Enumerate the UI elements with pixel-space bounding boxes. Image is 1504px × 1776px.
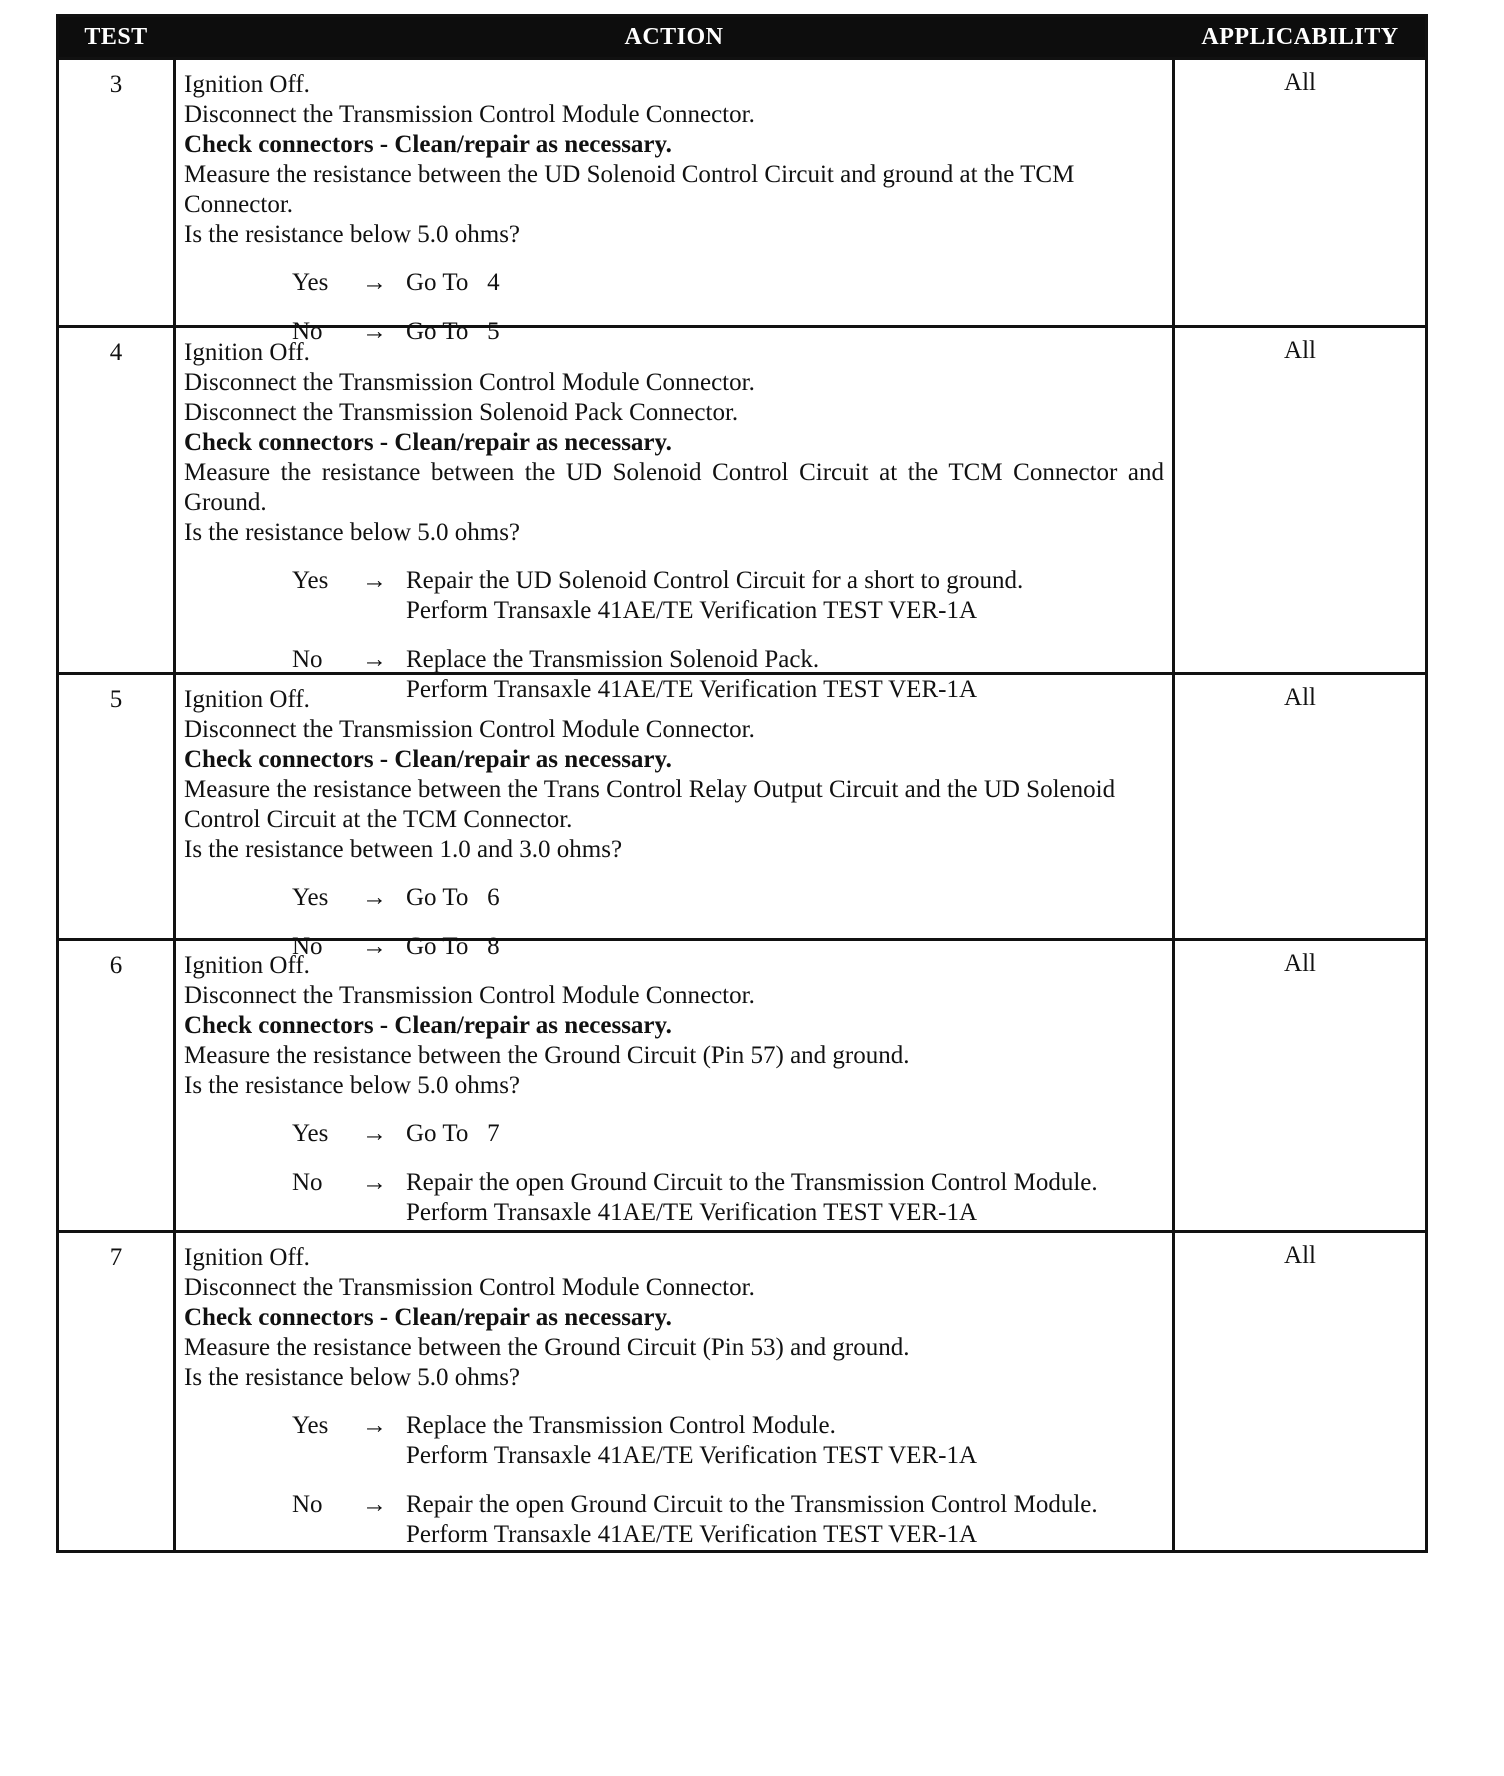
arrow-right-icon: →: [362, 646, 387, 673]
action-step: Ignition Off.: [184, 71, 310, 98]
header-action: ACTION: [624, 23, 724, 50]
arrow-right-icon: →: [362, 1169, 387, 1196]
result-line: Go To 7: [406, 1120, 500, 1147]
action-step: Disconnect the Transmission Solenoid Pack Connector.: [184, 399, 739, 426]
action-step: Measure the resistance between the Ground Circuit (Pin 57) and ground.: [184, 1042, 910, 1069]
arrow-right-icon: →: [362, 1412, 387, 1439]
answer-yes-result: [406, 1119, 1164, 1149]
table-row: [59, 672, 1425, 960]
action-step: Is the resistance below 5.0 ohms?: [184, 1072, 521, 1099]
action-cell: [173, 941, 1175, 1230]
applicability-value: All: [1284, 950, 1316, 977]
action-step: Measure the resistance between the UD Solenoid Control Circuit and ground at the TCM Connector.: [184, 161, 1075, 218]
table-row: [59, 57, 1425, 345]
table-body: [59, 57, 1425, 1550]
action-step: Disconnect the Transmission Control Module Connector.: [184, 716, 755, 743]
answer-yes-label: Yes: [292, 884, 329, 911]
action-step: Disconnect the Transmission Control Module Connector.: [184, 369, 755, 396]
test-number: 7: [109, 1244, 123, 1271]
applicability-value: All: [1284, 337, 1316, 364]
action-cell: [173, 328, 1175, 703]
answer-no-label: No: [292, 1491, 323, 1518]
answer-yes-label: Yes: [292, 567, 329, 594]
result-line: Perform Transaxle 41AE/TE Verification TEST VER-1A: [406, 1442, 978, 1469]
answer-no-result: [406, 1490, 1164, 1550]
action-step: Ignition Off.: [184, 1244, 310, 1271]
answer-yes-result: [406, 268, 1164, 298]
action-cell: [173, 675, 1175, 960]
arrow-right-icon: →: [362, 318, 387, 345]
action-step: Is the resistance below 5.0 ohms?: [184, 519, 521, 546]
action-step: Check connectors - Clean/repair as necessary.: [184, 429, 672, 456]
result-line: Go To 6: [406, 884, 500, 911]
arrow-right-icon: →: [362, 884, 387, 911]
answer-no-label: No: [292, 1169, 323, 1196]
result-line: Perform Transaxle 41AE/TE Verification TEST VER-1A: [406, 1199, 978, 1226]
action-step: Measure the resistance between the Trans Control Relay Output Circuit and the UD Solenoid Control Circuit at the TCM Connector.: [184, 776, 1116, 833]
action-step: Ignition Off.: [184, 952, 310, 979]
action-step: Measure the resistance between the Ground Circuit (Pin 53) and ground.: [184, 1334, 910, 1361]
action-step: Disconnect the Transmission Control Module Connector.: [184, 982, 755, 1009]
applicability-value: All: [1284, 69, 1316, 96]
answer-yes: [184, 566, 1164, 626]
table-row: [59, 1230, 1425, 1550]
answer-yes-result: [406, 883, 1164, 913]
table-header: [59, 17, 1425, 57]
action-steps: [184, 1243, 1164, 1393]
table-row: [59, 938, 1425, 1230]
answer-no-label: No: [292, 646, 323, 673]
result-line: Perform Transaxle 41AE/TE Verification TEST VER-1A: [406, 1521, 978, 1548]
answer-yes-label: Yes: [292, 1412, 329, 1439]
answer-yes-result: [406, 1411, 1164, 1471]
answer-options: [184, 1411, 1164, 1550]
action-cell: [173, 1233, 1175, 1550]
answer-options: [184, 1119, 1164, 1228]
arrow-right-icon: →: [362, 567, 387, 594]
action-cell: [173, 60, 1175, 345]
action-steps: [184, 951, 1164, 1101]
result-line: Perform Transaxle 41AE/TE Verification TEST VER-1A: [406, 597, 978, 624]
action-step: Check connectors - Clean/repair as necessary.: [184, 1304, 672, 1331]
test-number: 3: [109, 71, 123, 98]
action-step: Check connectors - Clean/repair as necessary.: [184, 131, 672, 158]
action-step: Measure the resistance between the UD Solenoid Control Circuit at the TCM Connector and Ground.: [184, 459, 1164, 516]
action-step: Is the resistance between 1.0 and 3.0 ohms?: [184, 836, 623, 863]
result-line: Go To 8: [406, 933, 500, 960]
header-test: TEST: [84, 23, 148, 50]
test-number: 4: [109, 339, 123, 366]
result-line: Replace the Transmission Solenoid Pack.: [406, 646, 820, 673]
action-step: Disconnect the Transmission Control Module Connector.: [184, 101, 755, 128]
action-step: Ignition Off.: [184, 686, 310, 713]
arrow-right-icon: →: [362, 933, 387, 960]
answer-no-result: [406, 1168, 1164, 1228]
result-line: Go To 4: [406, 269, 500, 296]
test-number: 5: [109, 686, 123, 713]
applicability-value: All: [1284, 684, 1316, 711]
arrow-right-icon: →: [362, 1120, 387, 1147]
action-steps: [184, 70, 1164, 250]
answer-no: [184, 1490, 1164, 1550]
result-line: Repair the open Ground Circuit to the Transmission Control Module.: [406, 1491, 1098, 1518]
arrow-right-icon: →: [362, 269, 387, 296]
result-line: Repair the open Ground Circuit to the Transmission Control Module.: [406, 1169, 1098, 1196]
action-step: Disconnect the Transmission Control Module Connector.: [184, 1274, 755, 1301]
answer-yes-result: [406, 566, 1164, 626]
header-applicability: APPLICABILITY: [1201, 23, 1399, 50]
result-line: Replace the Transmission Control Module.: [406, 1412, 836, 1439]
answer-yes: [184, 268, 1164, 298]
answer-no: [184, 1168, 1164, 1228]
test-number: 6: [109, 952, 123, 979]
answer-yes-label: Yes: [292, 1120, 329, 1147]
action-step: Check connectors - Clean/repair as necessary.: [184, 1012, 672, 1039]
action-steps: [184, 338, 1164, 548]
table-row: [59, 325, 1425, 703]
action-step: Ignition Off.: [184, 339, 310, 366]
answer-yes: [184, 1411, 1164, 1471]
action-step: Check connectors - Clean/repair as necessary.: [184, 746, 672, 773]
result-line: Perform Transaxle 41AE/TE Verification TEST VER-1A: [406, 676, 978, 703]
result-line: Repair the UD Solenoid Control Circuit for a short to ground.: [406, 567, 1024, 594]
answer-no-label: No: [292, 933, 323, 960]
answer-yes-label: Yes: [292, 269, 329, 296]
action-step: Is the resistance below 5.0 ohms?: [184, 1364, 521, 1391]
arrow-right-icon: →: [362, 1491, 387, 1518]
answer-yes: [184, 1119, 1164, 1149]
applicability-value: All: [1284, 1242, 1316, 1269]
answer-yes: [184, 883, 1164, 913]
result-line: Go To 5: [406, 318, 500, 345]
action-steps: [184, 685, 1164, 865]
answer-no-label: No: [292, 318, 323, 345]
action-step: Is the resistance below 5.0 ohms?: [184, 221, 521, 248]
diagnostic-test-table: [56, 14, 1428, 1553]
